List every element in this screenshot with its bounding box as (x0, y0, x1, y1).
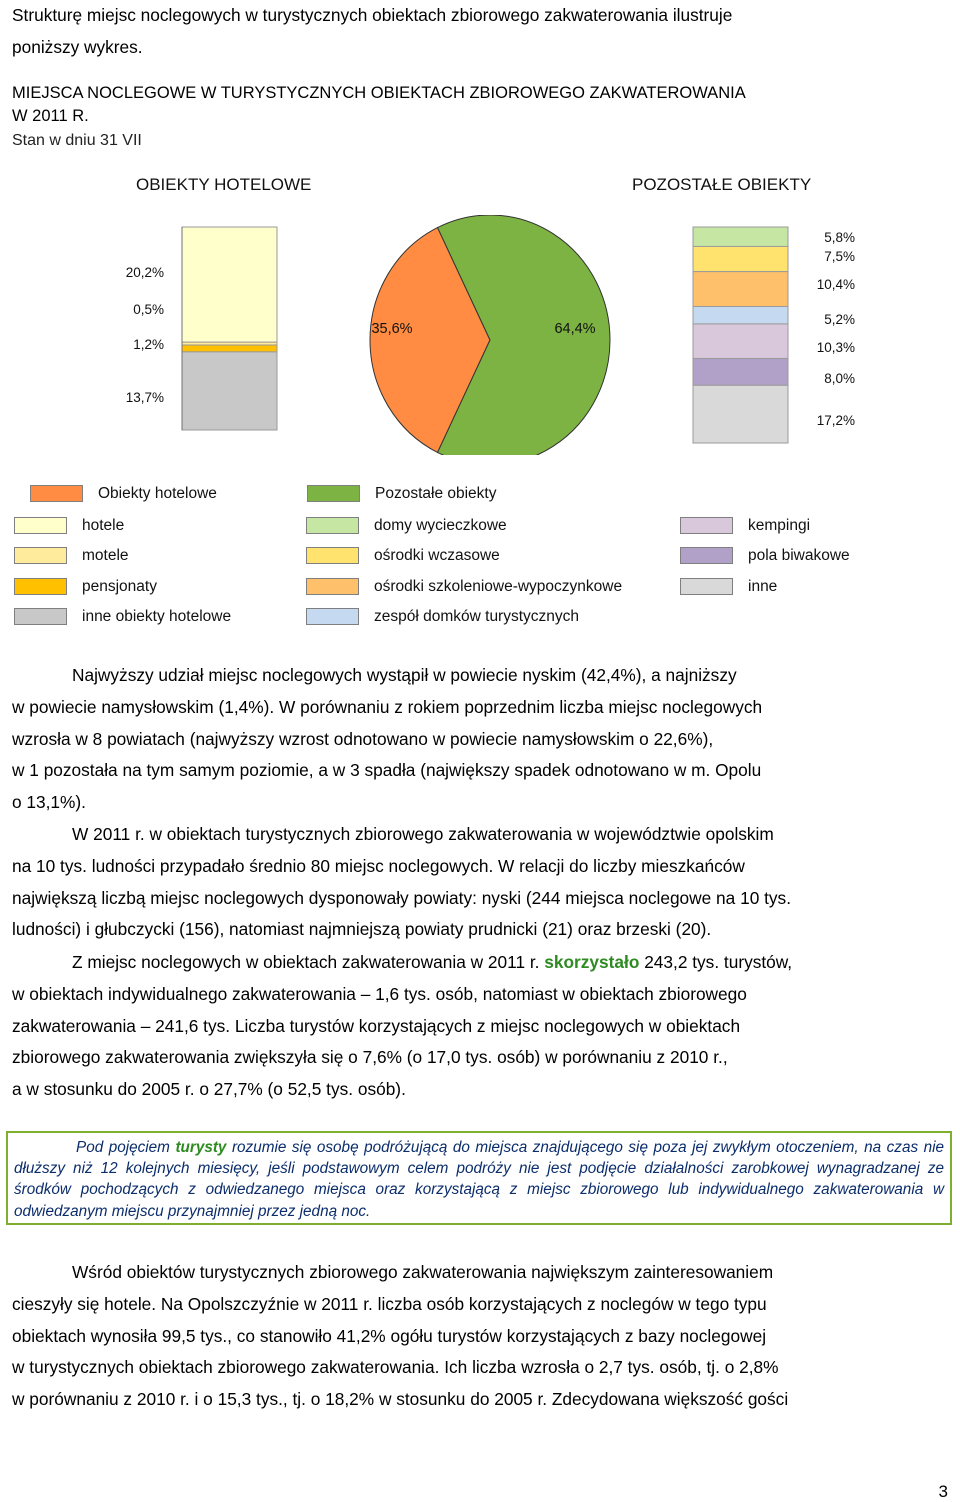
legend-swatch (306, 517, 359, 534)
text-line: ludności) i głubczycki (156), natomiast najmniejszą powiaty prudnicki (21) oraz brzeski (20). (12, 919, 712, 940)
text-line: o 13,1%). (12, 792, 86, 813)
text-line: na 10 tys. ludności przypadało średnio 80 miejsc noclegowych. W relacji do liczby mieszkańców (12, 855, 745, 876)
legend-swatch (14, 547, 67, 564)
right-bar-label-3: 5,2% (824, 312, 855, 327)
text-line: Wśród obiektów turystycznych zbiorowego zakwaterowania największym zainteresowaniem (72, 1262, 774, 1282)
text-line: cieszyły się hotele. Na Opolszczyźnie w 2011 r. liczba osób korzystających z noclegów w tego typu (12, 1293, 767, 1314)
legend-swatch (680, 517, 733, 534)
left-bar-label-1: 0,5% (133, 302, 164, 317)
legend-label: pola biwakowe (748, 547, 850, 564)
paragraph-2 (12, 819, 948, 946)
right-bar-segment-4 (693, 324, 788, 359)
text-line: a w stosunku do 2005 r. o 27,7% (o 52,5 tys. osób). (12, 1079, 406, 1100)
intro-line: poniższy wykres. (12, 36, 143, 57)
right-bar-label-0: 5,8% (824, 230, 855, 245)
legend-swatch (14, 608, 67, 625)
left-bar-segment-0 (182, 227, 277, 342)
text-line: w turystycznych obiektach zbiorowego zakwaterowania. Ich liczba wzrosła o 2,7 tys. osób, tj. o 2,8% (12, 1357, 779, 1378)
legend-swatch (307, 485, 360, 502)
left-bar-label-3: 13,7% (125, 390, 164, 405)
legend-label: Obiekty hotelowe (98, 485, 217, 502)
legend-label: hotele (82, 517, 125, 534)
legend-label: kempingi (748, 517, 811, 534)
right-bar-label-6: 17,2% (816, 413, 855, 428)
definition-box: Pod pojęciem turysty rozumie się osobę podróżującą do miejsca znajdującego się poza jej zwykłym otoczeniem, na czas nie dłuższy niż 12 kolejnych miesięcy, jeśli podstawowym celem podróży nie jest podjęcie działalności zarobkowej wynagradzanej ze środków pochodzących z odwiedzanego miejsca oraz korzystającą z miejsc zbiorowego lub indywidualnego zakwaterowania w odwiedzanym miejscu przynajmniej przez jedną noc. (6, 1131, 952, 1225)
intro-line: Strukturę miejsc noclegowych w turystycznych obiektach zbiorowego zakwaterowania ilustruje (12, 5, 733, 25)
legend-swatch (30, 485, 83, 502)
legend-label: ośrodki szkoleniowe-wypoczynkowe (374, 578, 623, 595)
right-bar-label-1: 7,5% (824, 249, 855, 264)
text-line: w powiecie namysłowskim (1,4%). W porównaniu z rokiem poprzednim liczba miejsc noclegowych (12, 696, 763, 717)
right-bar-segment-3 (693, 306, 788, 323)
intro-paragraph (12, 0, 948, 64)
chart-subtitle: Stan w dniu 31 VII (12, 132, 142, 149)
text-line: w obiektach indywidualnego zakwaterowania – 1,6 tys. osób, natomiast w obiektach zbiorowego (12, 983, 747, 1004)
legend-swatch (680, 547, 733, 564)
legend-swatch (14, 578, 67, 595)
text-line: największą liczbą miejsc noclegowych dysponowały powiaty: nyski (244 miejsca noclegowe na 10 tys. (12, 887, 791, 908)
chart-title: MIEJSCA NOCLEGOWE W TURYSTYCZNYCH OBIEKTACH ZBIOROWEGO ZAKWATEROWANIA (12, 84, 746, 102)
legend-swatch (306, 578, 359, 595)
right-bar-segment-0 (693, 227, 788, 246)
right-bar-segment-2 (693, 272, 788, 307)
legend-label: inne (748, 578, 778, 595)
legend-label: zespół domków turystycznych (374, 608, 580, 625)
text-line: w 1 pozostała na tym samym poziomie, a w 3 spadła (największy spadek odnotowano w m. Opolu (12, 760, 762, 781)
text-line: zbiorowego zakwaterowania zwiększyła się o 7,6% (o 17,0 tys. osób) w porównaniu z 2010 r., (12, 1047, 728, 1068)
right-bar-label-4: 10,3% (816, 340, 855, 355)
legend-label: inne obiekty hotelowe (82, 608, 232, 625)
left-bar-segment-3 (182, 352, 277, 430)
right-bar-label-2: 10,4% (816, 277, 855, 292)
legend-swatch (680, 578, 733, 595)
definition-term: turysty (175, 1139, 227, 1156)
chart-graphic (0, 215, 960, 455)
group-label-other: POZOSTAŁE OBIEKTY (632, 175, 812, 194)
text-line: W 2011 r. w obiektach turystycznych zbiorowego zakwaterowania w województwie opolskim (72, 824, 774, 844)
legend-swatch (306, 608, 359, 625)
group-label-hotel: OBIEKTY HOTELOWE (136, 175, 312, 194)
left-bar-label-2: 1,2% (133, 337, 164, 352)
legend-label: Pozostałe obiekty (375, 485, 497, 502)
text-line: w porównaniu z 2010 r. i o 15,3 tys., tj. o 18,2% w stosunku do 2005 r. Zdecydowana większość gości (12, 1389, 789, 1410)
left-bar-segment-2 (182, 345, 277, 352)
right-bar-segment-6 (693, 385, 788, 443)
page-number: 3 (938, 1482, 948, 1501)
chart-title-year: W 2011 R. (12, 107, 89, 125)
legend-label: domy wycieczkowe (374, 517, 507, 534)
right-bar-segment-1 (693, 246, 788, 271)
highlight-word: skorzystało (544, 952, 640, 972)
paragraph-1 (12, 660, 948, 819)
legend-swatch (14, 517, 67, 534)
legend-label: motele (82, 547, 129, 564)
legend-label: ośrodki wczasowe (374, 547, 500, 564)
right-bar-segment-5 (693, 358, 788, 385)
pie-label-hotel: 35,6% (371, 321, 413, 337)
paragraph-3 (12, 947, 948, 1106)
right-bar-label-5: 8,0% (824, 371, 855, 386)
paragraph-4 (12, 1257, 948, 1416)
text-line: obiektach wynosiła 99,5 tys., co stanowiło 41,2% ogółu turystów korzystających z bazy noclegowej (12, 1325, 767, 1346)
legend-swatch (306, 547, 359, 564)
text-line: Najwyższy udział miejsc noclegowych wystąpił w powiecie nyskim (42,4%), a najniższy (72, 665, 737, 685)
legend-label: pensjonaty (82, 578, 157, 595)
pie-label-other: 64,4% (554, 321, 596, 337)
text-line: Z miejsc noclegowych w obiektach zakwaterowania w 2011 r. skorzystało 243,2 tys. turystów, (72, 952, 793, 972)
text-line: wzrosła w 8 powiatach (najwyższy wzrost odnotowano w powiecie namysłowskim o 22,6%), (12, 728, 714, 749)
text-line: zakwaterowania – 241,6 tys. Liczba turystów korzystających z miejsc noclegowych w obiektach (12, 1015, 741, 1036)
left-bar-label-0: 20,2% (125, 265, 164, 280)
